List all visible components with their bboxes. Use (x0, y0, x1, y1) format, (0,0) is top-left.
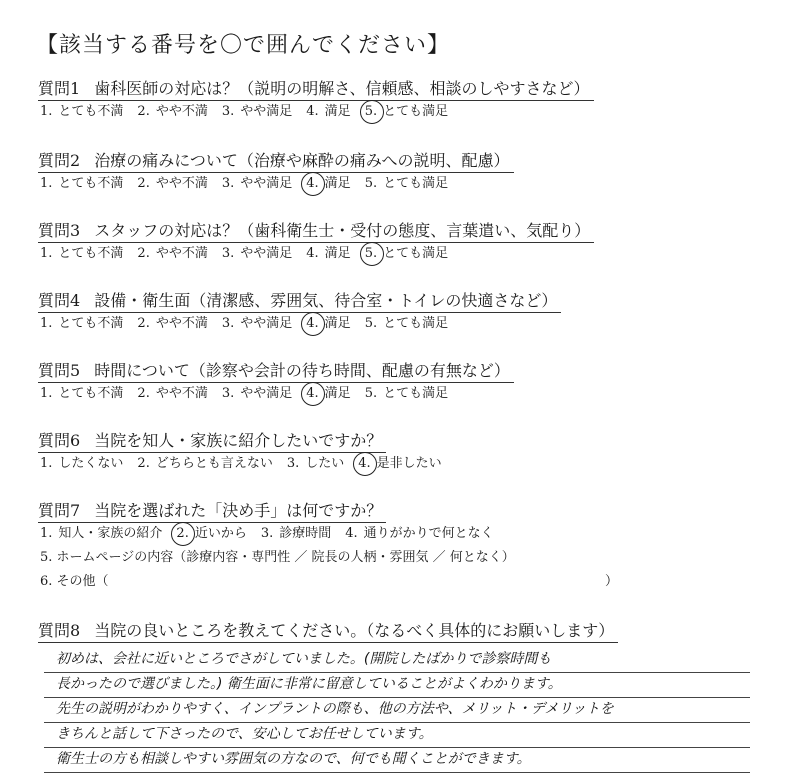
question-2-option-1[interactable] (40, 175, 123, 193)
question-3-option-4[interactable] (306, 245, 350, 263)
question-3-option-3[interactable] (222, 245, 292, 263)
option-label: やや満足 (240, 386, 293, 401)
question-1-option-2[interactable] (137, 103, 207, 121)
option-number: 3. (260, 526, 274, 541)
option-label: やや不満 (155, 176, 208, 191)
question-7-heading (38, 500, 386, 523)
question-2-option-5[interactable] (365, 175, 448, 193)
question-6 (38, 430, 456, 473)
option-label: とても満足 (383, 316, 449, 331)
option-number: 3. (221, 316, 235, 331)
option-number: 2. (137, 456, 150, 471)
question-8-answer[interactable] (44, 648, 750, 773)
option-label: 近いから (194, 526, 247, 541)
question-8 (38, 620, 618, 643)
question-5-option-2[interactable] (137, 385, 207, 403)
question-8-number: 質問8 (38, 621, 81, 640)
option-label: やや満足 (240, 246, 293, 261)
option-number: 1. (40, 104, 53, 119)
question-5-number: 質問5 (38, 361, 81, 380)
question-3-option-1[interactable] (40, 245, 123, 263)
question-7-option-2[interactable] (176, 525, 246, 543)
question-2 (38, 150, 514, 193)
option-label: したい (305, 456, 345, 471)
option-number: 2. (137, 104, 150, 119)
option-number: 4. (306, 386, 319, 401)
option-label: 満足 (324, 104, 351, 119)
question-6-text: 当院を知人・家族に紹介したいですか？ (94, 431, 383, 450)
option-label: とても満足 (383, 176, 449, 191)
question-4-option-4[interactable] (306, 315, 350, 333)
question-4-options (40, 315, 561, 333)
question-7-text: 当院を選ばれた「決め手」は何ですか？ (94, 501, 383, 520)
question-2-text: 治療の痛みについて（治療や麻酔の痛みへの説明、配慮） (94, 151, 510, 170)
option-number: 3. (221, 104, 235, 119)
question-7 (38, 500, 619, 591)
question-3-option-5[interactable] (365, 245, 448, 263)
question-7-options-row (40, 525, 515, 543)
page-title: 【該当する番号を〇で囲んでください】 (36, 33, 451, 58)
option-number: 1. (40, 386, 53, 401)
answer-line: 先生の説明がわかりやすく、インプラントの際も、他の方法や、メリット・デメリットを (44, 698, 750, 723)
option-number: 1. (40, 176, 53, 191)
question-7-option-4[interactable] (345, 525, 493, 543)
option-label: とても不満 (58, 104, 124, 119)
option-number: 3. (221, 246, 235, 261)
question-1-option-1[interactable] (40, 103, 123, 121)
question-4-number: 質問4 (38, 291, 81, 310)
question-3-heading (38, 220, 594, 243)
question-6-number: 質問6 (38, 431, 81, 450)
option-number: 4. (345, 526, 358, 541)
question-7-option-1[interactable] (40, 525, 162, 543)
option-number: 1. (40, 316, 53, 331)
option-label: どちらとも言えない (155, 456, 273, 471)
option-number: 5. (364, 386, 378, 401)
option-number: 5. (364, 104, 378, 119)
question-6-option-1[interactable] (40, 455, 123, 473)
option-label: 通りがかりで何となく (363, 526, 494, 541)
question-1-option-4[interactable] (306, 103, 350, 121)
question-8-text: 当院の良いところを教えてください。（なるべく具体的にお願いします） (94, 621, 615, 640)
option-label: とても満足 (383, 386, 449, 401)
option-label: やや不満 (155, 104, 208, 119)
question-4-option-1[interactable] (40, 315, 123, 333)
option-label: とても不満 (58, 176, 124, 191)
question-5-option-1[interactable] (40, 385, 123, 403)
question-5 (38, 360, 514, 403)
question-6-option-2[interactable] (137, 455, 272, 473)
question-6-options (40, 455, 456, 473)
question-4-text: 設備・衛生面（清潔感、雰囲気、待合室・トイレの快適さなど） (94, 291, 558, 310)
question-4-option-3[interactable] (222, 315, 292, 333)
question-4 (38, 290, 561, 333)
option-number: 5. (364, 316, 378, 331)
option-label: とても満足 (383, 104, 449, 119)
option-number: 2. (137, 246, 150, 261)
question-1-number: 質問1 (38, 79, 81, 98)
answer-line: 初めは、会社に近いところでさがしていました。(開院したばかりで診察時間も (44, 648, 750, 673)
option-number: 2. (176, 526, 189, 541)
question-8-heading (38, 620, 618, 643)
option-label: 満足 (324, 246, 351, 261)
question-3 (38, 220, 594, 263)
option-label: やや満足 (240, 104, 293, 119)
question-7-number: 質問7 (38, 501, 81, 520)
question-7-options (40, 525, 619, 591)
option-label: したくない (58, 456, 124, 471)
option-number: 5. (364, 176, 378, 191)
question-5-text: 時間について（診察や会計の待ち時間、配慮の有無など） (94, 361, 510, 380)
option-label: やや不満 (155, 246, 208, 261)
option-number: 2. (137, 176, 150, 191)
option-number: 4. (306, 176, 319, 191)
question-2-option-4[interactable] (306, 175, 350, 193)
option-label: 満足 (324, 316, 351, 331)
option-label: 是非したい (376, 456, 442, 471)
question-4-heading (38, 290, 561, 313)
question-1-option-5[interactable] (365, 103, 448, 121)
option-number: 1. (40, 526, 53, 541)
question-5-option-4[interactable] (306, 385, 350, 403)
question-1-text: 歯科医師の対応は？（説明の明解さ、信頼感、相談のしやすさなど） (94, 79, 590, 98)
option-label: やや不満 (155, 316, 208, 331)
question-3-option-2[interactable] (137, 245, 207, 263)
question-3-number: 質問3 (38, 221, 81, 240)
question-3-text: スタッフの対応は？（歯科衛生士・受付の態度、言葉遣い、気配り） (94, 221, 591, 240)
question-6-heading (38, 430, 386, 453)
question-1-heading (38, 78, 594, 101)
question-6-option-3[interactable] (287, 455, 344, 473)
option-label: 知人・家族の紹介 (58, 526, 163, 541)
option-number: 1. (40, 246, 53, 261)
option-number: 4. (306, 316, 319, 331)
option-label: とても不満 (58, 316, 124, 331)
option-label: 満足 (324, 176, 351, 191)
option-number: 5. (364, 246, 378, 261)
option-label: やや不満 (155, 386, 208, 401)
question-2-option-2[interactable] (137, 175, 207, 193)
answer-line: 長かったので選びました。) 衛生面に非常に留意していることがよくわかります。 (44, 673, 750, 698)
option-label: 診療時間 (279, 526, 332, 541)
question-7-option-6[interactable] (40, 573, 619, 591)
option-number: 4. (306, 104, 319, 119)
question-7-option-6-label: 6. その他（ (40, 574, 109, 589)
question-7-option-3[interactable] (261, 525, 331, 543)
question-1-options (40, 103, 594, 121)
question-4-option-2[interactable] (137, 315, 207, 333)
option-label: やや満足 (240, 176, 293, 191)
question-6-option-4[interactable] (358, 455, 441, 473)
option-number: 4. (358, 456, 371, 471)
option-label: とても不満 (58, 246, 124, 261)
option-number: 4. (306, 246, 319, 261)
option-label: とても満足 (383, 246, 449, 261)
option-label: とても不満 (58, 386, 124, 401)
question-1 (38, 78, 594, 121)
option-number: 3. (221, 176, 235, 191)
question-1-option-3[interactable] (222, 103, 292, 121)
question-5-options (40, 385, 514, 403)
question-2-option-3[interactable] (222, 175, 292, 193)
question-2-heading (38, 150, 514, 173)
option-label: やや満足 (240, 316, 293, 331)
option-number: 3. (286, 456, 300, 471)
option-number: 1. (40, 456, 53, 471)
question-7-option-6-close: ） (605, 574, 619, 589)
question-5-option-3[interactable] (222, 385, 292, 403)
option-number: 3. (221, 386, 235, 401)
question-5-heading (38, 360, 514, 383)
option-label: 満足 (324, 386, 351, 401)
question-7-option-5[interactable]: 5. ホームページの内容（診療内容・専門性 ／ 院長の人柄・雰囲気 ／ 何となく） (40, 550, 515, 565)
answer-line: きちんと話して下さったので、安心してお任せしています。 (44, 723, 750, 748)
option-number: 2. (137, 316, 150, 331)
question-2-options (40, 175, 514, 193)
question-4-option-5[interactable] (365, 315, 448, 333)
option-number: 2. (137, 386, 150, 401)
question-2-number: 質問2 (38, 151, 81, 170)
question-5-option-5[interactable] (365, 385, 448, 403)
answer-line: 衛生士の方も相談しやすい雰囲気の方なので、何でも聞くことができます。 (44, 748, 750, 773)
question-3-options (40, 245, 594, 263)
